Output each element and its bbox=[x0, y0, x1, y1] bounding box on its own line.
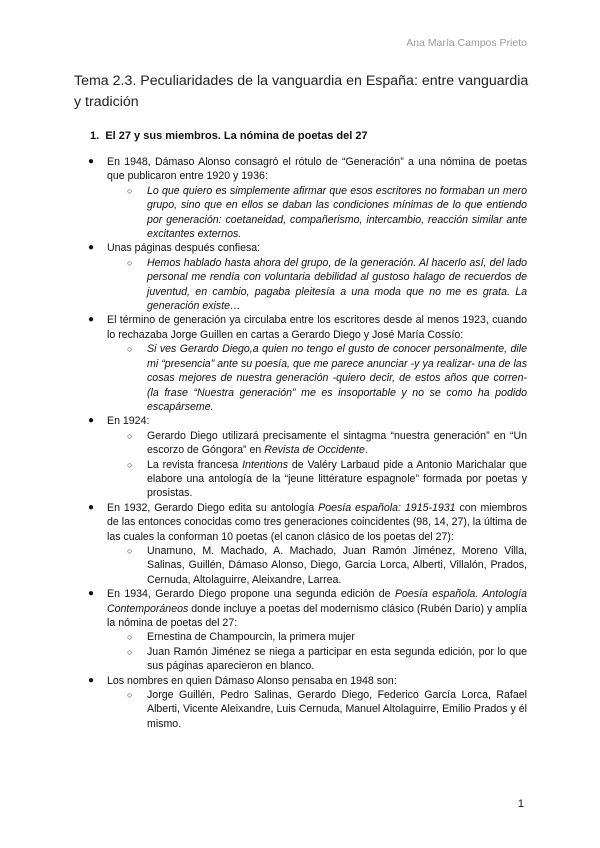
sub-bullet-glyph: ○ bbox=[127, 459, 133, 470]
sub-bullet-glyph: ○ bbox=[127, 545, 133, 556]
poet-names: Unamuno, M. Machado, A. Machado, Juan Ramón Jiménez, Moreno Villa, Salinas, Guillén, Dámaso Alonso, Diego, Garcia Lorca, Alberti, Villalón, Prados, Cernuda, Altolaguirre, Aleixandre, Larrea. bbox=[147, 544, 527, 586]
book-title: Poesía española. Antología Contemporáneos bbox=[107, 588, 528, 615]
bullet-glyph: ● bbox=[88, 415, 95, 427]
list-item-text: En 1924: bbox=[107, 415, 150, 428]
list-item bbox=[85, 313, 527, 414]
sub-list bbox=[127, 184, 527, 242]
sub-item-text: Ernestina de Champourcin, la primera mujer bbox=[147, 631, 355, 644]
sub-item-text-end: . bbox=[364, 444, 368, 457]
quote-text: Lo que quiero es simplemente afirmar que esos escritores no formaban un mero grupo, sino que en ellos se daban las condiciones mínimas de lo que entiendo por generación: coetaneidad, compañerismo, intercambio, reacción similar ante excitantes externos. bbox=[147, 184, 527, 241]
list-item-text: El término de generación ya circulaba entre los escritores desde al menos 1923, cuando lo rechazaba Jorge Guillen en cartas a Gerardo Diego y José María Cossío: bbox=[107, 314, 527, 341]
sub-item-text: Juan Ramón Jiménez se niega a participar en esta segunda edición, por lo que sus páginas aparecieron en blanco. bbox=[147, 645, 527, 673]
bullet-glyph: ● bbox=[88, 314, 95, 326]
list-item bbox=[85, 155, 527, 241]
sub-list bbox=[127, 630, 527, 673]
section-number: 1. bbox=[90, 130, 100, 142]
sub-list-item bbox=[127, 184, 527, 242]
poet-names: Jorge Guillén, Pedro Salinas, Gerardo Diego, Federico García Lorca, Rafael Alberti, Vicente Aleixandre, Luis Cernuda, Manuel Altolaguirre, Emilio Prados y él mismo. bbox=[147, 689, 527, 730]
sub-list-item bbox=[127, 630, 527, 644]
sub-list-item bbox=[127, 688, 527, 731]
bullet-glyph: ● bbox=[88, 156, 95, 167]
bullet-glyph: ● bbox=[88, 501, 95, 513]
list-item-text-end: con miembros de las entonces conocidas como tres generaciones coincidentes (98, 14, 27), la última de las cuales la conforman 10 poetas (el canon clásico de los poetas del 27): bbox=[107, 501, 527, 543]
quote-text: Si ves Gerardo Diego,a quien no tengo el gusto de conocer personalmente, dile mi “presencia” ante su poesía, que me parece anunciar -y ya realizar- una de las cosas mejores de nuestra generación -quiero decir, de estos años que corren- (la frase “Nuestra generación” me es insoportable y no se como ha podido escapárseme. bbox=[147, 343, 527, 413]
sub-list bbox=[127, 256, 527, 314]
sub-bullet-glyph: ○ bbox=[127, 344, 133, 355]
sub-list bbox=[127, 544, 527, 587]
sub-bullet-glyph: ○ bbox=[127, 430, 133, 441]
sub-list-item bbox=[127, 458, 527, 501]
list-item bbox=[85, 501, 527, 587]
journal-title: Revista de Occidente bbox=[264, 444, 365, 457]
bullet-glyph: ● bbox=[88, 674, 95, 686]
sub-list bbox=[127, 429, 527, 501]
bullet-list bbox=[85, 155, 527, 731]
list-item bbox=[85, 241, 527, 313]
sub-item-text: Gerardo Diego utilizará precisamente el sintagma “nuestra generación” en “Un escorzo de Góngora” en bbox=[147, 429, 527, 457]
bullet-glyph: ● bbox=[88, 242, 95, 254]
quote-text: Hemos hablado hasta ahora del grupo, de la generación. Al hacerlo así, del lado personal me rendía con voluntaria debilidad al gustoso halago de recuerdos de juventud, en cambio, pagaba pleitesía a una moda que no me es grata. La generación existe… bbox=[147, 256, 527, 313]
section-heading bbox=[90, 130, 368, 142]
list-item-text: En 1934, Gerardo Diego propone una segunda edición de bbox=[107, 588, 395, 601]
sub-bullet-glyph: ○ bbox=[127, 257, 133, 268]
document-title: Tema 2.3. Peculiaridades de la vanguardia en España: entre vanguardia y tradición bbox=[74, 73, 529, 110]
document-content bbox=[85, 155, 527, 731]
sub-item-text: La revista francesa bbox=[147, 458, 243, 471]
sub-item-text-end: de Valéry Larbaud pide a Antonio Marichalar que elabore una antología de la “jeune littérature espagnole” formada por poetas y prosistas. bbox=[147, 458, 527, 500]
list-item-text: Los nombres en quien Dámaso Alonso pensaba en 1948 son: bbox=[107, 674, 397, 687]
sub-list-item bbox=[127, 544, 527, 587]
list-item bbox=[85, 674, 527, 732]
section-heading-text: El 27 y sus miembros. La nómina de poetas del 27 bbox=[105, 130, 368, 142]
sub-bullet-glyph: ○ bbox=[127, 185, 133, 196]
sub-list bbox=[127, 342, 527, 414]
sub-list-item bbox=[127, 429, 527, 458]
sub-list-item bbox=[127, 645, 527, 674]
sub-list-item bbox=[127, 342, 527, 414]
list-item bbox=[85, 587, 527, 673]
sub-bullet-glyph: ○ bbox=[127, 646, 133, 657]
sub-list-item bbox=[127, 256, 527, 314]
list-item-text: En 1948, Dámaso Alonso consagró el rótulo de “Generación” a una nómina de poetas que publicaron entre 1920 y 1936: bbox=[107, 156, 527, 183]
sub-bullet-glyph: ○ bbox=[127, 632, 133, 643]
list-item-text: Unas páginas después confiesa: bbox=[107, 242, 261, 255]
sub-bullet-glyph: ○ bbox=[127, 690, 133, 701]
list-item-text-end: donde incluye a poetas del modernismo clásico (Rubén Darío) y amplía la nómina de poetas del 27: bbox=[107, 602, 527, 629]
list-item-text: En 1932, Gerardo Diego edita su antología bbox=[107, 501, 319, 514]
list-item bbox=[85, 414, 527, 500]
page-number: 1 bbox=[517, 798, 524, 810]
header-author: Ana María Campos Prieto bbox=[406, 37, 527, 49]
sub-list bbox=[127, 688, 527, 731]
journal-title: Intentions bbox=[242, 458, 289, 471]
book-title: Poesía española: 1915-1931 bbox=[318, 501, 456, 514]
bullet-glyph: ● bbox=[88, 588, 95, 600]
